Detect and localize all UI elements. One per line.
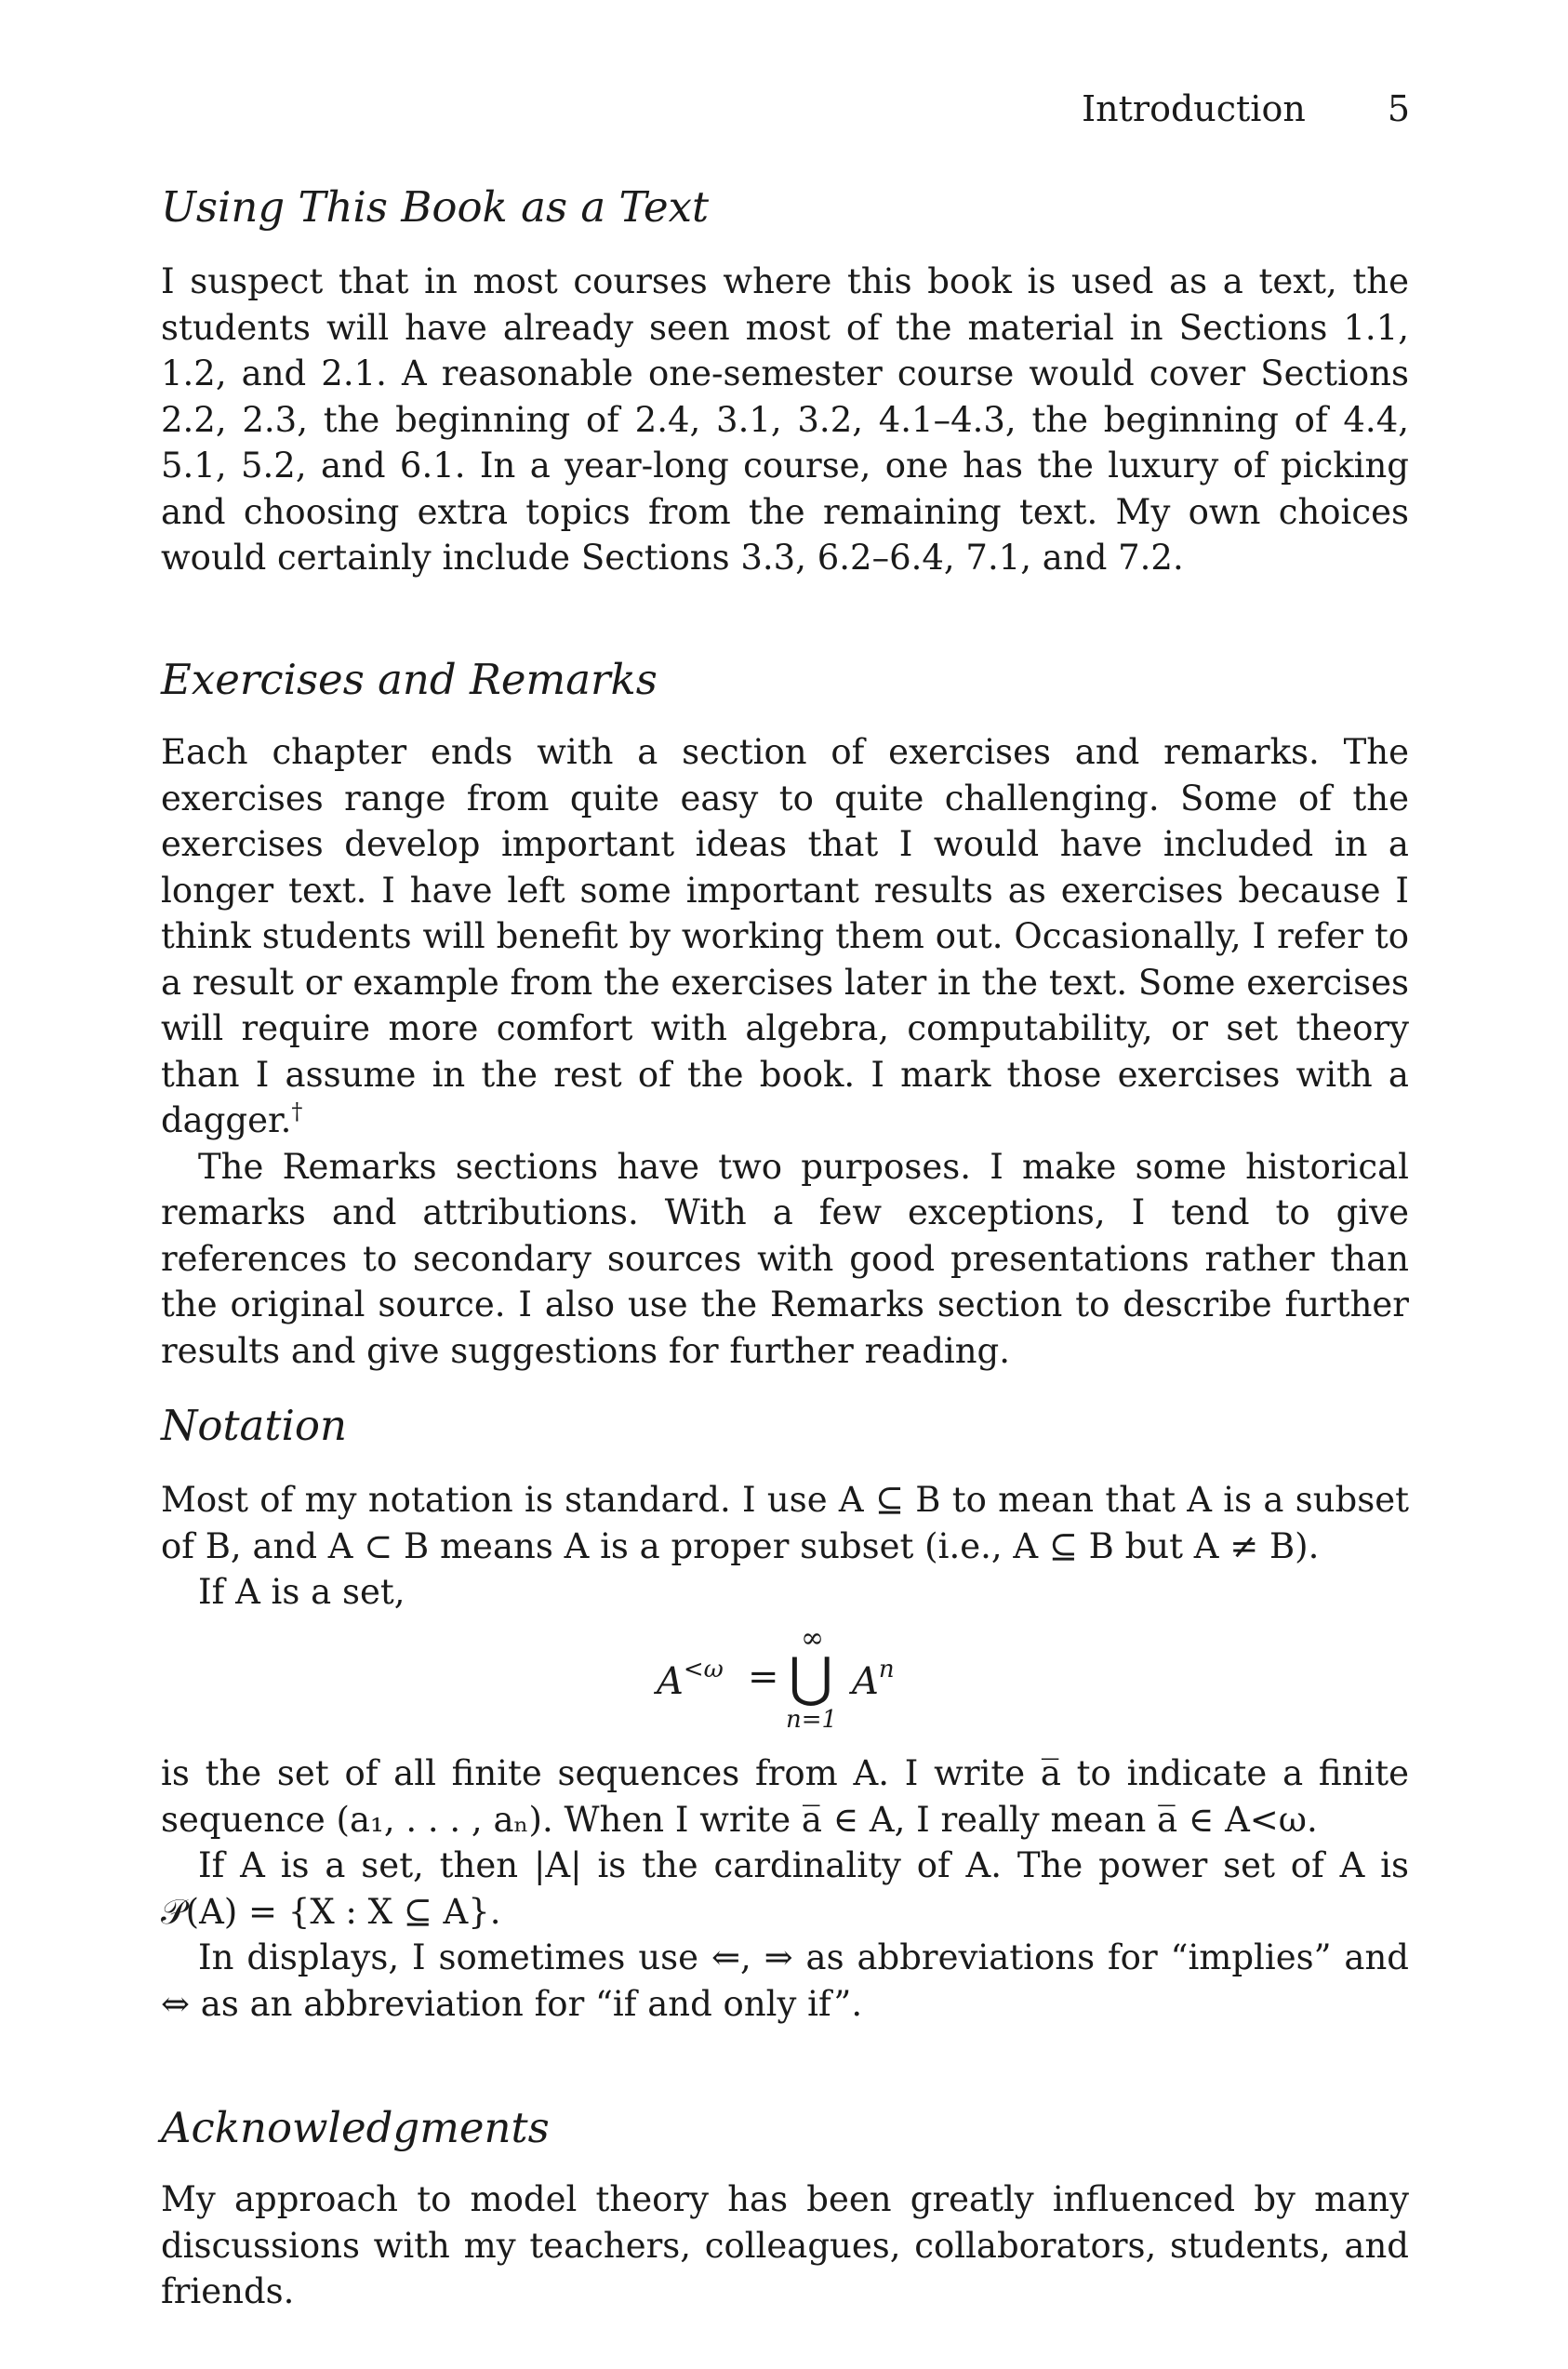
section-heading-notation: Notation	[161, 1401, 347, 1450]
section-heading-using-text: Using This Book as a Text	[161, 182, 710, 232]
page-number: 5	[1387, 88, 1410, 129]
section-acknowledgments	[161, 2176, 1409, 2315]
section-heading-exercises: Exercises and Remarks	[161, 655, 658, 704]
running-head-title: Introduction	[1082, 88, 1306, 129]
running-head	[1082, 88, 1410, 129]
paragraph: My approach to model theory has been greatly influenced by many discussions with my teachers, colleagues, collaborators, students, and friends.	[161, 2179, 1409, 2311]
paragraph-text: Each chapter ends with a section of exercises and remarks. The exercises range from quite easy to quite challenging. Some of the exercises develop important ideas that I would have included in a longer text. I have left some important results as exercises because I think students will benefit by working them out. Occasionally, I refer to a result or example from the exercises later in the text. Some exercises will require more comfort with algebra, computability, or set theory than I assume in the rest of the book. I mark those exercises with a dagger.	[161, 732, 1409, 1140]
paragraph: I suspect that in most courses where this book is used as a text, the students will have already seen most of the material in Sections 1.1, 1.2, and 2.1. A reasonable one-semester course would cover Sections 2.2, 2.3, the beginning of 2.4, 3.1, 3.2, 4.1–4.3, the beginning of 4.4, 5.1, 5.2, and 6.1. In a year-long course, one has the luxury of picking and choosing extra topics from the remaining text. My own choices would certainly include Sections 3.3, 6.2–6.4, 7.1, and 7.2.	[161, 261, 1409, 578]
display-rhs-exponent: n	[878, 1656, 895, 1684]
union-display-equation	[0, 1622, 1568, 1739]
paragraph: If A is a set, then |A| is the cardinality of A. The power set of A is 𝒫(A) = {X : X ⊆ A}.	[161, 1845, 1409, 1932]
display-lhs-base: A	[657, 1660, 684, 1703]
dagger-mark: †	[291, 1098, 303, 1125]
section-notation-a	[161, 1477, 1409, 1616]
display-equals: =	[748, 1656, 779, 1698]
display-rhs-base: A	[852, 1660, 879, 1703]
section-using-text	[161, 259, 1409, 581]
paragraph	[161, 729, 1409, 1144]
union-upper-limit: ∞	[801, 1622, 824, 1655]
display-rhs	[852, 1656, 895, 1703]
section-notation-b	[161, 1750, 1409, 2027]
paragraph: is the set of all finite sequences from A. I write a̅ to indicate a finite sequence (a₁, . . . , aₙ). When I write a̅ ∈ A, I really mean a̅ ∈ A<ω.	[161, 1753, 1409, 1840]
paragraph: Most of my notation is standard. I use A ⊆ B to mean that A is a subset of B, and A ⊂ B means A is a proper subset (i.e., A ⊆ B but A ≠ B).	[161, 1480, 1409, 1566]
paragraph: If A is a set,	[198, 1572, 405, 1612]
section-heading-acknowledgments: Acknowledgments	[161, 2103, 550, 2152]
section-exercises	[161, 729, 1409, 1374]
display-lhs-exponent: <ω	[683, 1656, 724, 1684]
union-lower-limit: n=1	[786, 1706, 838, 1734]
big-union-symbol: ⋃	[789, 1645, 833, 1709]
paragraph: The Remarks sections have two purposes. I make some historical remarks and attributions. With a few exceptions, I tend to give references to secondary sources with good presentations rather than the original source. I also use the Remarks section to describe further results and give suggestions for further reading.	[161, 1146, 1409, 1371]
paragraph: In displays, I sometimes use ⇐, ⇒ as abbreviations for “implies” and ⇔ as an abbreviation for “if and only if”.	[161, 1937, 1409, 2024]
display-lhs	[657, 1656, 724, 1703]
